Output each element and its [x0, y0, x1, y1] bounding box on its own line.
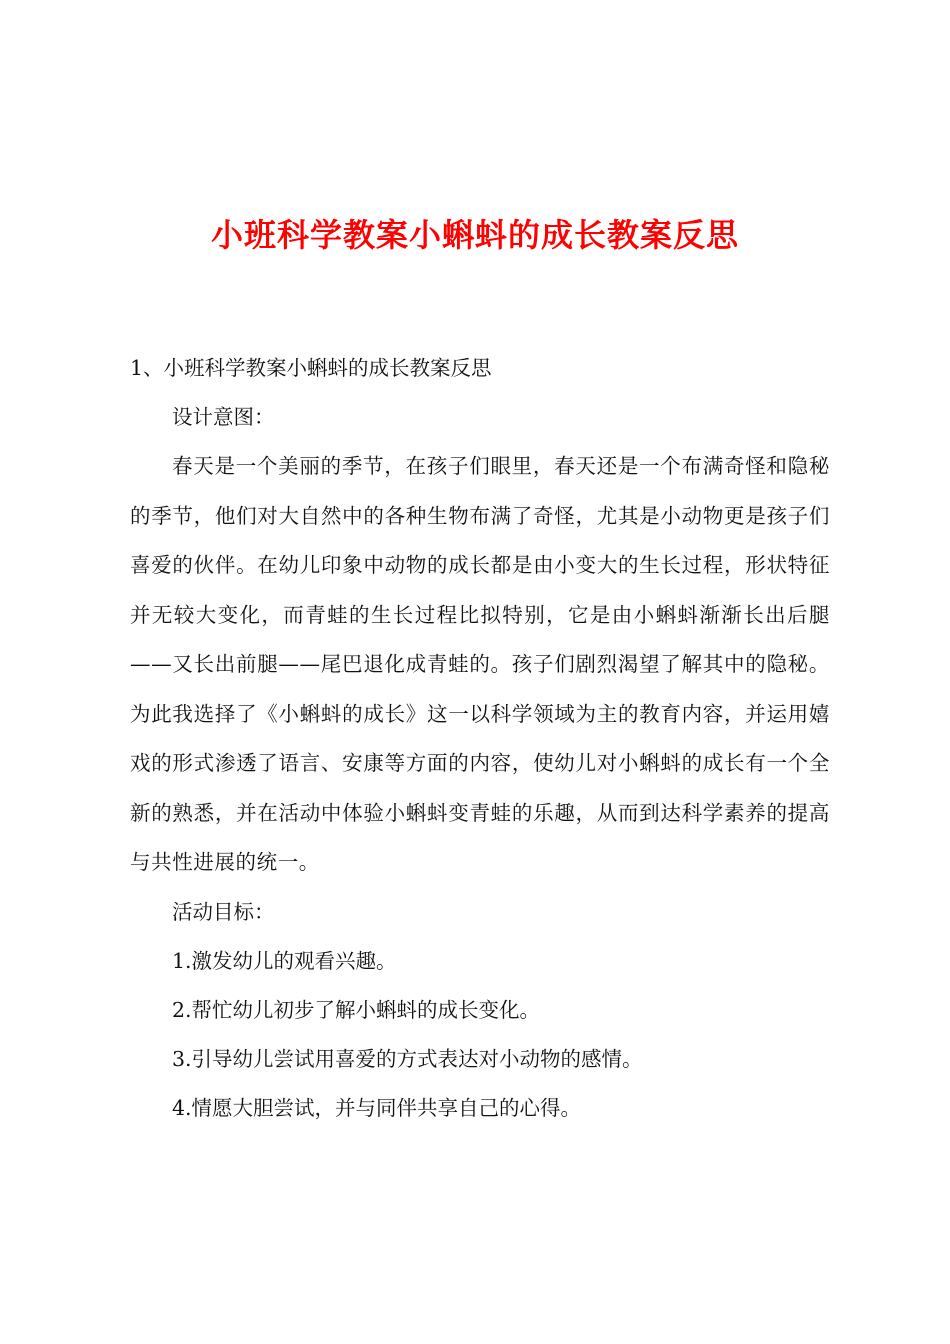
document-title: 小班科学教案小蝌蚪的成长教案反思: [210, 216, 739, 254]
document-body: [130, 344, 830, 1133]
activity-goals-label: 活动目标：: [172, 899, 275, 924]
section-heading: 1、小班科学教案小蝌蚪的成长教案反思: [130, 356, 492, 380]
design-intent-label: 设计意图：: [172, 405, 275, 429]
goal-item-4: 4.情愿大胆尝试，并与同伴共享自己的心得。: [172, 1095, 582, 1120]
design-intent-paragraph: 春天是一个美丽的季节，在孩子们眼里，春天还是一个布满奇怪和隐秘的季节，他们对大自然中的各种生物布满了奇怪，尤其是小动物更是孩子们喜爱的伙伴。在幼儿印象中动物的成长都是由小变大的生长过程，形状特征并无较大变化，而青蛙的生长过程比拟特别，它是由小蝌蚪渐渐长出后腿——又长出前腿——尾巴退化成青蛙的。孩子们剧烈渴望了解其中的隐秘。为此我选择了《小蝌蚪的成长》这一以科学领域为主的教育内容，并运用嬉戏的形式渗透了语言、安康等方面的内容，使幼儿对小蝌蚪的成长有一个全新的熟悉，并在活动中体验小蝌蚪变青蛙的乐趣，从而到达科学素养的提高与共性进展的统一。: [130, 454, 830, 874]
goal-item-2: 2.帮忙幼儿初步了解小蝌蚪的成长变化。: [172, 997, 541, 1022]
goal-item-3: 3.引导幼儿尝试用喜爱的方式表达对小动物的感情。: [172, 1046, 643, 1071]
goal-item-1: 1.激发幼儿的观看兴趣。: [172, 948, 397, 973]
